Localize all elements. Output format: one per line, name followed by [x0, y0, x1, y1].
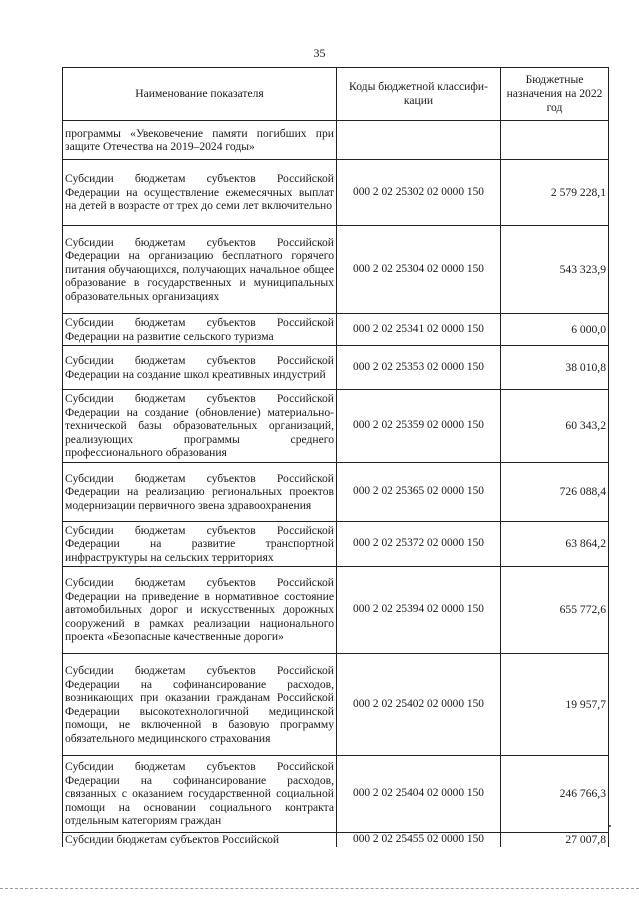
indicator-name: программы «Увековечение памяти погибших при защите Отечества на 2019–2024 годы»	[63, 121, 337, 160]
table-row	[63, 390, 609, 463]
indicator-name: Субсидии бюджетам субъектов Российской Федерации на создание (обновление) материально-технической базы образовательных организаций, реализующих программы среднего профессионального образования	[63, 390, 337, 463]
budget-code: 000 2 02 25365 02 0000 150	[337, 463, 501, 522]
page-bottom-rule	[0, 888, 639, 889]
indicator-name: Субсидии бюджетам субъектов Российской Федерации на приведение в нормативное состояние автомобильных дорог и искусственных дорожных сооружений в рамках реализации национального проекта «Безопасные качественные дороги»	[63, 567, 337, 654]
budget-amount: 655 772,6	[501, 567, 609, 654]
indicator-name: Субсидии бюджетам субъектов Российской Федерации на реализацию региональных проектов модернизации первичного звена здравоохранения	[63, 463, 337, 522]
budget-amount: 726 088,4	[501, 463, 609, 522]
indicator-name: Субсидии бюджетам субъектов Российской Федерации на развитие транспортной инфраструктуры на сельских территориях	[63, 522, 337, 567]
table-row	[63, 522, 609, 567]
budget-code	[337, 121, 501, 160]
budget-code: 000 2 02 25302 02 0000 150	[337, 160, 501, 226]
header-budget-amount: Бюджетные назначения на 2022 год	[501, 68, 609, 121]
indicator-name: Субсидии бюджетам субъектов Российской	[63, 833, 337, 847]
budget-amount: 27 007,8	[501, 833, 609, 847]
budget-code: 000 2 02 25353 02 0000 150	[337, 346, 501, 390]
budget-code: 000 2 02 25394 02 0000 150	[337, 567, 501, 654]
indicator-name: Субсидии бюджетам субъектов Российской Федерации на осуществление ежемесячных выплат на детей в возрасте от трех до семи лет включительно	[63, 160, 337, 226]
budget-code: 000 2 02 25402 02 0000 150	[337, 654, 501, 756]
budget-amount: 38 010,8	[501, 346, 609, 390]
table-row	[63, 567, 609, 654]
indicator-name: Субсидии бюджетам субъектов Российской Федерации на создание школ креативных индустрий	[63, 346, 337, 390]
table-row	[63, 160, 609, 226]
page-number: 35	[313, 46, 326, 60]
budget-table	[62, 67, 609, 847]
table-row	[63, 654, 609, 756]
budget-amount	[501, 121, 609, 160]
budget-code: 000 2 02 25359 02 0000 150	[337, 390, 501, 463]
budget-amount: 2 579 228,1	[501, 160, 609, 226]
budget-code: 000 2 02 25372 02 0000 150	[337, 522, 501, 567]
table-row	[63, 346, 609, 390]
budget-amount: 543 323,9	[501, 226, 609, 314]
budget-code: 000 2 02 25404 02 0000 150	[337, 756, 501, 833]
indicator-name: Субсидии бюджетам субъектов Российской Федерации на организацию бесплатного горячего питания обучающихся, получающих начальное общее образование в государственных и муниципальных образовательных организациях	[63, 226, 337, 314]
scan-mark	[609, 825, 611, 827]
budget-amount: 246 766,3	[501, 756, 609, 833]
table-row	[63, 314, 609, 346]
indicator-name: Субсидии бюджетам субъектов Российской Федерации на софинансирование расходов, возникающих при оказании гражданам Российской Федерации высокотехнологичной медицинской помощи, не включенной в базовую программу обязательного медицинского страхования	[63, 654, 337, 756]
indicator-name: Субсидии бюджетам субъектов Российской Федерации на софинансирование расходов, связанных с оказанием государственной социальной помощи на основании социального контракта отдельным категориям граждан	[63, 756, 337, 833]
table-row	[63, 226, 609, 314]
budget-code: 000 2 02 25341 02 0000 150	[337, 314, 501, 346]
budget-amount: 60 343,2	[501, 390, 609, 463]
budget-amount: 19 957,7	[501, 654, 609, 756]
table-row	[63, 756, 609, 833]
budget-code: 000 2 02 25304 02 0000 150	[337, 226, 501, 314]
table-row	[63, 463, 609, 522]
budget-amount: 63 864,2	[501, 522, 609, 567]
table-row	[63, 833, 609, 847]
table-header-row	[63, 68, 609, 121]
budget-amount: 6 000,0	[501, 314, 609, 346]
header-indicator-name: Наименование показателя	[63, 68, 337, 121]
indicator-name: Субсидии бюджетам субъектов Российской Федерации на развитие сельского туризма	[63, 314, 337, 346]
budget-code: 000 2 02 25455 02 0000 150	[337, 833, 501, 847]
header-budget-code: Коды бюджетной классифи-кации	[337, 68, 501, 121]
table-row	[63, 121, 609, 160]
